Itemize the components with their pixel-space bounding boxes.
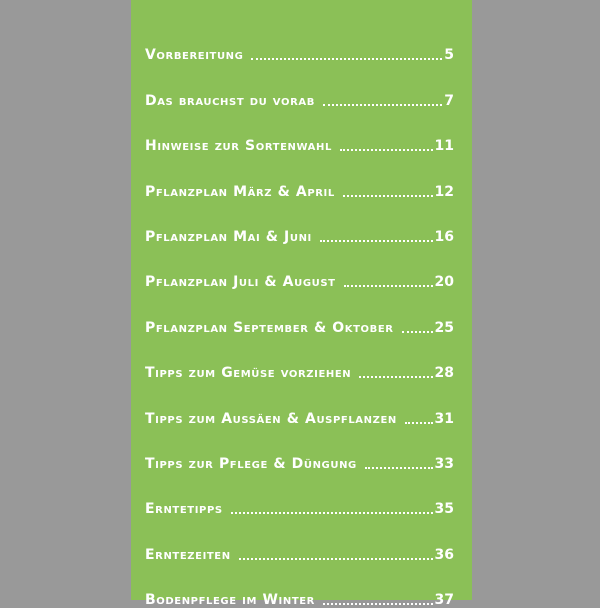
dot-leader	[340, 149, 433, 151]
toc-entry-page-number: 28	[434, 365, 454, 382]
toc-entry-tipps-gemuese-vorziehen[interactable]	[145, 336, 454, 381]
table-of-contents-panel	[131, 0, 472, 608]
dot-leader	[365, 467, 433, 469]
table-of-contents	[145, 18, 454, 608]
toc-entry-page-number: 33	[434, 455, 454, 472]
toc-entry-title: Pflanzplan Juli & August	[145, 274, 336, 291]
toc-entry-vorbereitung[interactable]	[145, 18, 454, 63]
toc-entry-title: Pflanzplan Mai & Juni	[145, 228, 312, 245]
toc-entry-title: Erntezeiten	[145, 546, 231, 563]
toc-entry-title: Tipps zum Gemüse vorziehen	[145, 365, 352, 382]
toc-entry-erntezeiten[interactable]	[145, 517, 454, 562]
dot-leader	[402, 331, 433, 333]
toc-entry-erntetipps[interactable]	[145, 472, 454, 517]
toc-entry-pflanzplan-juli-august[interactable]	[145, 245, 454, 290]
toc-entry-page-number: 12	[434, 183, 454, 200]
toc-entry-title: Bodenpflege im Winter	[145, 592, 315, 608]
dot-leader	[344, 285, 433, 287]
dot-leader	[359, 376, 432, 378]
toc-entry-pflanzplan-september-oktober[interactable]	[145, 290, 454, 335]
dot-leader	[320, 240, 433, 242]
dot-leader	[405, 422, 433, 424]
toc-entry-page-number: 25	[434, 319, 454, 336]
toc-entry-tipps-aussaeen-auspflanzen[interactable]	[145, 381, 454, 426]
toc-entry-tipps-pflege-duengung[interactable]	[145, 427, 454, 472]
toc-entry-title: Hinweise zur Sortenwahl	[145, 138, 332, 155]
toc-entry-page-number: 11	[434, 138, 454, 155]
toc-entry-title: Vorbereitung	[145, 47, 244, 64]
dot-leader	[323, 104, 442, 106]
toc-entry-title: Das brauchst du vorab	[145, 92, 315, 109]
toc-entry-pflanzplan-maerz-april[interactable]	[145, 154, 454, 199]
toc-entry-page-number: 16	[434, 228, 454, 245]
toc-entry-page-number: 7	[444, 92, 454, 109]
dot-leader	[343, 195, 433, 197]
toc-entry-das-brauchst-du-vorab[interactable]	[145, 63, 454, 108]
toc-entry-page-number: 31	[434, 410, 454, 427]
toc-entry-hinweise-zur-sortenwahl[interactable]	[145, 109, 454, 154]
toc-entry-title: Erntetipps	[145, 501, 223, 518]
toc-entry-title: Tipps zum Aussäen & Auspflanzen	[145, 410, 397, 427]
dot-leader	[251, 58, 442, 60]
toc-entry-title: Tipps zur Pflege & Düngung	[145, 455, 357, 472]
toc-entry-pflanzplan-mai-juni[interactable]	[145, 200, 454, 245]
toc-entry-page-number: 5	[444, 47, 454, 64]
toc-entry-bodenpflege-im-winter[interactable]	[145, 563, 454, 608]
toc-entry-title: Pflanzplan März & April	[145, 183, 335, 200]
toc-entry-page-number: 20	[434, 274, 454, 291]
toc-entry-page-number: 37	[434, 592, 454, 608]
toc-entry-page-number: 35	[434, 501, 454, 518]
dot-leader	[323, 603, 433, 605]
toc-entry-title: Pflanzplan September & Oktober	[145, 319, 394, 336]
dot-leader	[231, 512, 433, 514]
dot-leader	[239, 558, 433, 560]
toc-entry-page-number: 36	[434, 546, 454, 563]
